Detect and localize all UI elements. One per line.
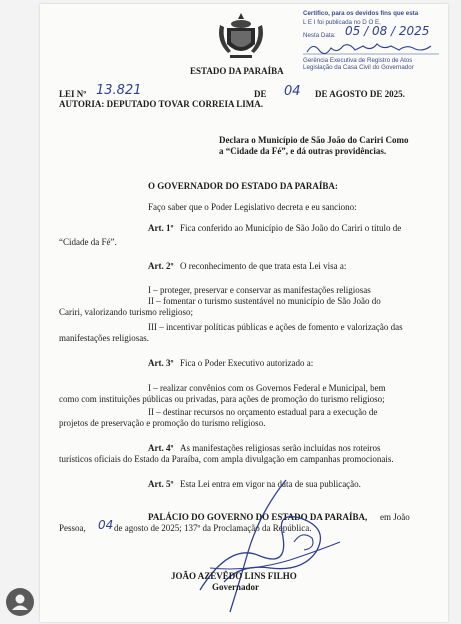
law-author: AUTORIA: DEPUTADO TOVAR CORREIA LIMA. — [59, 99, 263, 109]
art1-line-1: Fica conferido ao Município de São João do Cariri o título de — [180, 223, 402, 233]
art2-item-ii-line-1: II – fomentar o turismo sustentável no município de São João do — [148, 296, 381, 306]
publication-stamp — [303, 10, 445, 80]
stamp-line-2: L E I foi publicada no D O E, — [303, 19, 381, 26]
law-day: 04 — [284, 84, 301, 99]
closing-date: de agosto de 2025; 137º da Proclamação da República. — [114, 523, 312, 533]
art4-label: Art. 4º — [148, 443, 174, 453]
palace-line: PALÁCIO DO GOVERNO DO ESTADO DA PARAÍBA, — [148, 512, 368, 522]
law-prefix: LEI Nº — [59, 89, 87, 99]
user-avatar-icon[interactable] — [6, 588, 34, 616]
art5-label: Art. 5º — [148, 479, 174, 489]
state-coat-of-arms-icon — [214, 11, 268, 61]
document-page — [40, 4, 448, 622]
art4-line-2: turísticos oficiais do Estado da Paraíba, com ampla divulgação em campanhas promocionais. — [59, 454, 394, 464]
stamp-line-5: Legislação da Casa Civil do Governador — [303, 64, 414, 71]
ementa-line-2: a “Cidade da Fé”, e dá outras providências. — [219, 146, 387, 156]
law-de: DE — [254, 89, 267, 99]
state-title: ESTADO DA PARAÍBA — [190, 66, 284, 76]
stamp-handwritten-signature — [303, 40, 443, 56]
law-number: 13.821 — [96, 83, 142, 98]
art2-label: Art. 2º — [148, 261, 174, 271]
law-date: DE AGOSTO DE 2025. — [315, 89, 405, 99]
art3-item-ii-line-1: II – destinar recursos no orçamento estadual para a execução de — [148, 407, 378, 417]
governor-heading: O GOVERNADOR DO ESTADO DA PARAÍBA: — [148, 181, 338, 191]
ementa-line-1: Declara o Município de São João do Cariri Como — [219, 135, 409, 145]
art3-item-i-line-2: como com instituições públicas ou privadas, para ações de promoção do turismo religioso; — [59, 394, 385, 404]
closing-city: Pessoa, — [59, 523, 86, 533]
person-silhouette-icon — [6, 588, 34, 616]
stamp-line-1: Certifico, para os devidos fins que esta — [303, 10, 419, 17]
signer-name: JOÃO AZEVÊDO LINS FILHO — [171, 571, 297, 581]
stamp-line-4: Gerência Executiva de Registro de Atos — [303, 57, 413, 64]
closing-day: 04 — [98, 518, 114, 532]
art4-line-1: As manifestações religiosas serão incluídas nos roteiros — [180, 443, 381, 453]
governor-handwritten-signature — [190, 472, 350, 622]
intro-text: Faço saber que o Poder Legislativo decreta e eu sanciono: — [148, 202, 357, 212]
signer-role: Governador — [212, 582, 259, 592]
art3-text: Fica o Poder Executivo autorizado a: — [180, 358, 314, 368]
palace-tail: em João — [380, 512, 410, 522]
art3-item-i-line-1: I – realizar convênios com os Governos Federal e Municipal, bem — [148, 383, 386, 393]
art3-label: Art. 3º — [148, 358, 174, 368]
art2-text: O reconhecimento de que trata esta Lei visa a: — [180, 261, 347, 271]
art1-line-2: “Cidade da Fé”. — [59, 237, 117, 247]
art2-item-ii-line-2: Cariri, valorizando turismo religioso; — [59, 307, 193, 317]
art2-item-iii-line-2: manifestações religiosas. — [59, 333, 149, 343]
art3-item-ii-line-2: projetos de preservação e promoção do turismo religioso. — [59, 418, 266, 428]
art2-item-i: I – proteger, preservar e conservar as manifestações religiosas — [148, 285, 371, 295]
stamp-date-label: Nesta Data: — [303, 32, 336, 39]
art5-text: Esta Lei entra em vigor na data de sua publicação. — [180, 479, 361, 489]
art2-item-iii-line-1: III – incentivar políticas públicas e ações de fomento e valorização das — [148, 322, 403, 332]
stamp-date: 05 / 08 / 2025 — [345, 24, 430, 38]
art1-label: Art. 1º — [148, 223, 174, 233]
